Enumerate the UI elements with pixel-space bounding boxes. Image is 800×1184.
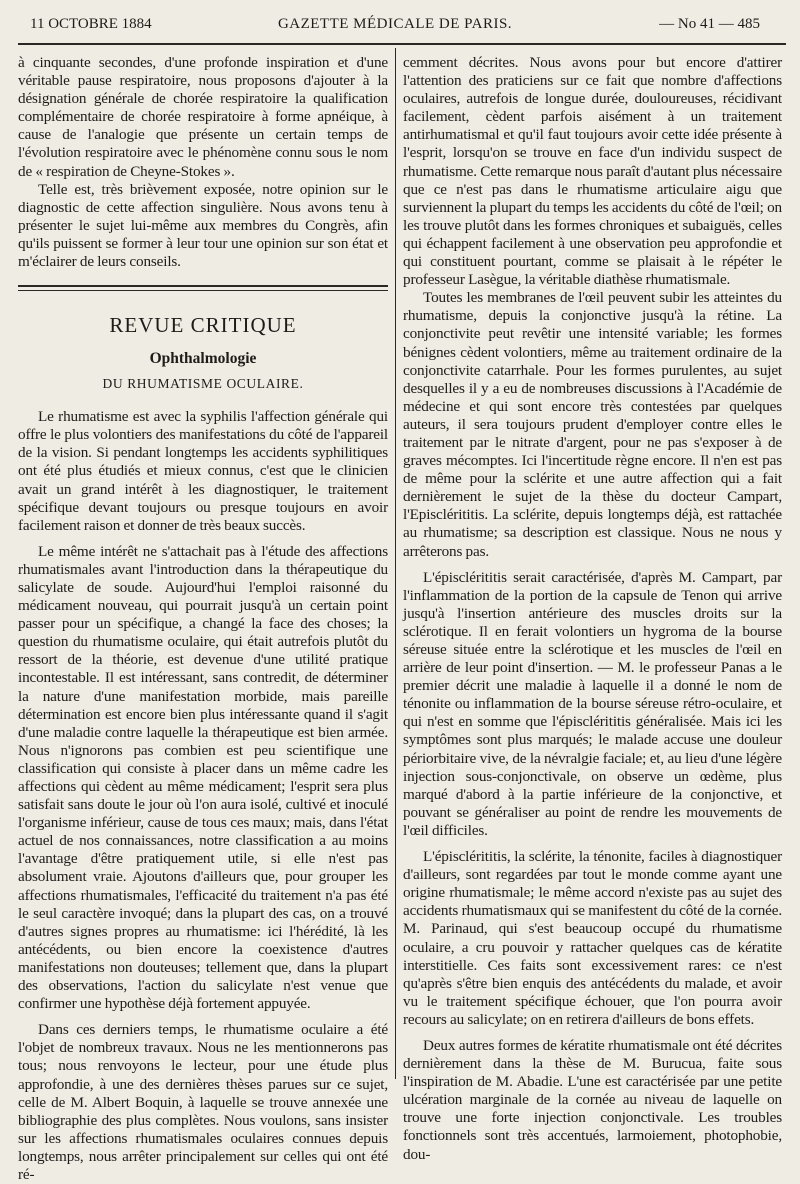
section-subtitle: Ophthalmologie <box>149 350 257 368</box>
header-title: GAZETTE MÉDICALE DE PARIS. <box>277 16 513 32</box>
header-rule <box>18 43 786 45</box>
paragraph: L'épisclérititis serait caractérisée, d'après M. Campart, par l'inflammation de la portion de la capsule de Tenon qui arrive jusqu'à l'insertion antérieure des muscles droits sur la sclérotique. Il en ferait volontiers un hygroma de la bourse séreuse située entre la sclérotique et les muscles de l'œil en arrière de leur point d'insertion. — M. le professeur Panas a le premier décrit une maladie à laquelle il a donné le nom de ténonite ou inflammation de la bourse séreuse rétro-oculaire, et qui n'est en somme que l'épisclérititis généralisée. Mais ici les symptômes sont plus marqués; le malade accuse une douleur périorbitaire vive, de la névralgie faciale; et, au lieu d'une légère injection sous-conjonctivale, on observe un œdème, plus marqué d'abord à la partie inférieure de la conjonctive, et pouvant se généraliser au point de rendre les mouvements de l'œil difficiles. <box>403 568 782 839</box>
section-divider <box>18 290 388 291</box>
article-title: DU RHUMATISME OCULAIRE. <box>102 376 304 392</box>
paragraph: cemment décrites. Nous avons pour but encore d'attirer l'attention des praticiens sur ce fait que nombre d'affections oculaires, autrefois de longue durée, douloureuses, récidivant facilement, cèdent parfois aisément à un traitement antirhumatismal et qu'il faut toujours avoir cette idée présente à l'esprit, lorsqu'on se trouve en face d'un individu suspect de rhumatisme. Cette remarque nous paraît d'autant plus nécessaire que ce n'est pas dans le rhumatisme articulaire aigu que surviennent la plupart du temps les accidents du côté de l'œil; on les trouve plutôt dans les formes chroniques et subaiguës, celles qui échappent facilement à une observation peu approfondie et qui constituent pourtant, comme se plaisait à le répéter le professeur Lasègue, la véritable diathèse rhumatismale. <box>403 54 782 289</box>
page-header <box>30 16 760 40</box>
right-column <box>403 54 782 1163</box>
paragraph: Le même intérêt ne s'attachait pas à l'étude des affections rhumatismales avant l'introduction dans la thérapeutique du salicylate de soude. Aujourd'hui l'emploi raisonné du médicament nouveau, qui pourrait jusqu'à un certain point passer pour un spécifique, a changé la face des choses; la question du rhumatisme oculaire, qui était autrefois plutôt du ressort de la théorie, est devenue d'une utilité pratique incontestable. Il est intéressant, sans contredit, de déterminer la nature d'une manifestation morbide, mais pareille détermination est encore bien plus intéressante quand il s'agit d'une maladie contre laquelle la thérapeutique est bien armée. Nous n'ignorons pas combien est peu scientifique une classification qui consiste à placer dans un même cadre les affections qui cèdent au même médicament; l'esprit sera plus satisfait sans doute le jour où l'on aura isolé, cultivé et inoculé l'organisme inférieur, cause de tous ces maux; mais, dans l'état actuel de nos connaissances, notre classification a au moins l'avantage d'être pratiquement utile, si elle n'est pas absolument vraie. Ajoutons d'ailleurs que, pour grouper les affections rhumatismales, l'efficacité du traitement n'a pas été le seul caractère invoqué; dans la plupart des cas, on a trouvé d'autres signes propres au rhumatisme: ici l'hérédité, là les antécédents, ou bien encore la coexistence d'autres manifestations non douteuses; tellement que, dans la plupart des observations, l'action du salicylate n'est venue que confirmer une hypothèse déjà fortement appuyée. <box>18 542 388 1013</box>
paragraph: Telle est, très brièvement exposée, notre opinion sur le diagnostic de cette affection singulière. Nous avons tenu à présenter le sujet lui-même aux membres du Congrès, afin qu'ils puissent se former à leur tour une opinion sur son état et m'éclairer de leurs conseils. <box>18 180 388 271</box>
paragraph: à cinquante secondes, d'une profonde inspiration et d'une véritable pause respiratoire, nous proposons d'ajouter à la désignation générale de chorée respiratoire la qualification complémentaire de chorée respiratoire à forme apnéique, à cause de l'analogie que présente un certain temps de l'évolution respiratoire avec le phénomène connu sous le nom de « respiration de Cheyne-Stokes ». <box>18 54 388 180</box>
paragraph: Toutes les membranes de l'œil peuvent subir les atteintes du rhumatisme, depuis la conjonctive jusqu'à la rétine. La conjonctivite peut revêtir une intensité variable; les formes bénignes cèdent volontiers, même au traitement ordinaire de la conjonctivite catarrhale. Pour les formes purulentes, au sujet desquelles il y a eu de nombreuses discussions à l'Académie de médecine et qui sont encore très contestées par quelques auteurs, il sera toujours prudent d'employer contre elles le traitement par le nitrate d'argent, pour ne pas s'exposer à de graves mécomptes. Ici l'incertitude règne encore. Il n'en est pas de même pour la sclérite et une autre affection qui a fait dernièrement le sujet de la thèse du docteur Campart, l'Episclérititis. La sclérite, depuis longtemps déjà, est rattachée au rhumatisme; sa description est classique. Nous ne nous y arrêterons pas. <box>403 289 782 560</box>
section-title: REVUE CRITIQUE <box>109 313 297 338</box>
column-divider <box>395 48 396 1079</box>
header-issue-number: — No 41 — 485 <box>659 16 760 32</box>
paragraph: Deux autres formes de kératite rhumatismale ont été décrites dernièrement dans la thèse de M. Burucua, faite sous l'inspiration de M. Abadie. L'une est caractérisée par une petite ulcération marginale de la cornée au niveau de laquelle on trouve une forte injection conjonctivale. Les troubles fonctionnels sont très accentués, larmoiement, photophobie, dou- <box>403 1036 782 1163</box>
header-date: 11 OCTOBRE 1884 <box>30 16 152 32</box>
left-column <box>18 54 388 1183</box>
section-divider <box>18 285 388 287</box>
paragraph: Dans ces derniers temps, le rhumatisme oculaire a été l'objet de nombreux travaux. Nous ne les mentionnerons pas tous; nous renvoyons le lecteur, pour une étude plus approfondie, à une des dernières thèses parues sur ce sujet, celle de M. Albert Boquin, à laquelle se trouve annexée une bibliographie des plus complètes. Nous voulons, sans insister sur les affections rhumatismales oculaires connues depuis longtemps, nous arrêter principalement sur celles qui ont été ré- <box>18 1021 388 1183</box>
paragraph: L'épisclérititis, la sclérite, la ténonite, faciles à diagnostiquer d'ailleurs, sont regardées par tout le monde comme ayant une origine rhumatismale; le même accord n'existe pas au sujet des accidents rhumatismaux qui se manifestent du côté de la cornée. M. Parinaud, qui s'est beaucoup occupé du rhumatisme oculaire, a cru pouvoir y rattacher quelques cas de kératite interstitielle. Ces faits sont excessivement rares: ce n'est qu'après s'être bien enquis des antécédents du malade, et avoir vu le traitement spécifique échouer, que l'on pourra avoir recours au salicylate; on en retirera d'ailleurs de bons effets. <box>403 848 782 1028</box>
paragraph: Le rhumatisme est avec la syphilis l'affection générale qui offre le plus volontiers des manifestations du côté de l'appareil de la vision. Si pendant longtemps les accidents syphilitiques ont été plus étudiés et mieux connus, c'est que le clinicien avait un grand intérêt à les diagnostiquer, le traitement spécifique devant toujours ou presque toujours en avoir facilement raison et donner de très beaux succès. <box>18 408 388 534</box>
